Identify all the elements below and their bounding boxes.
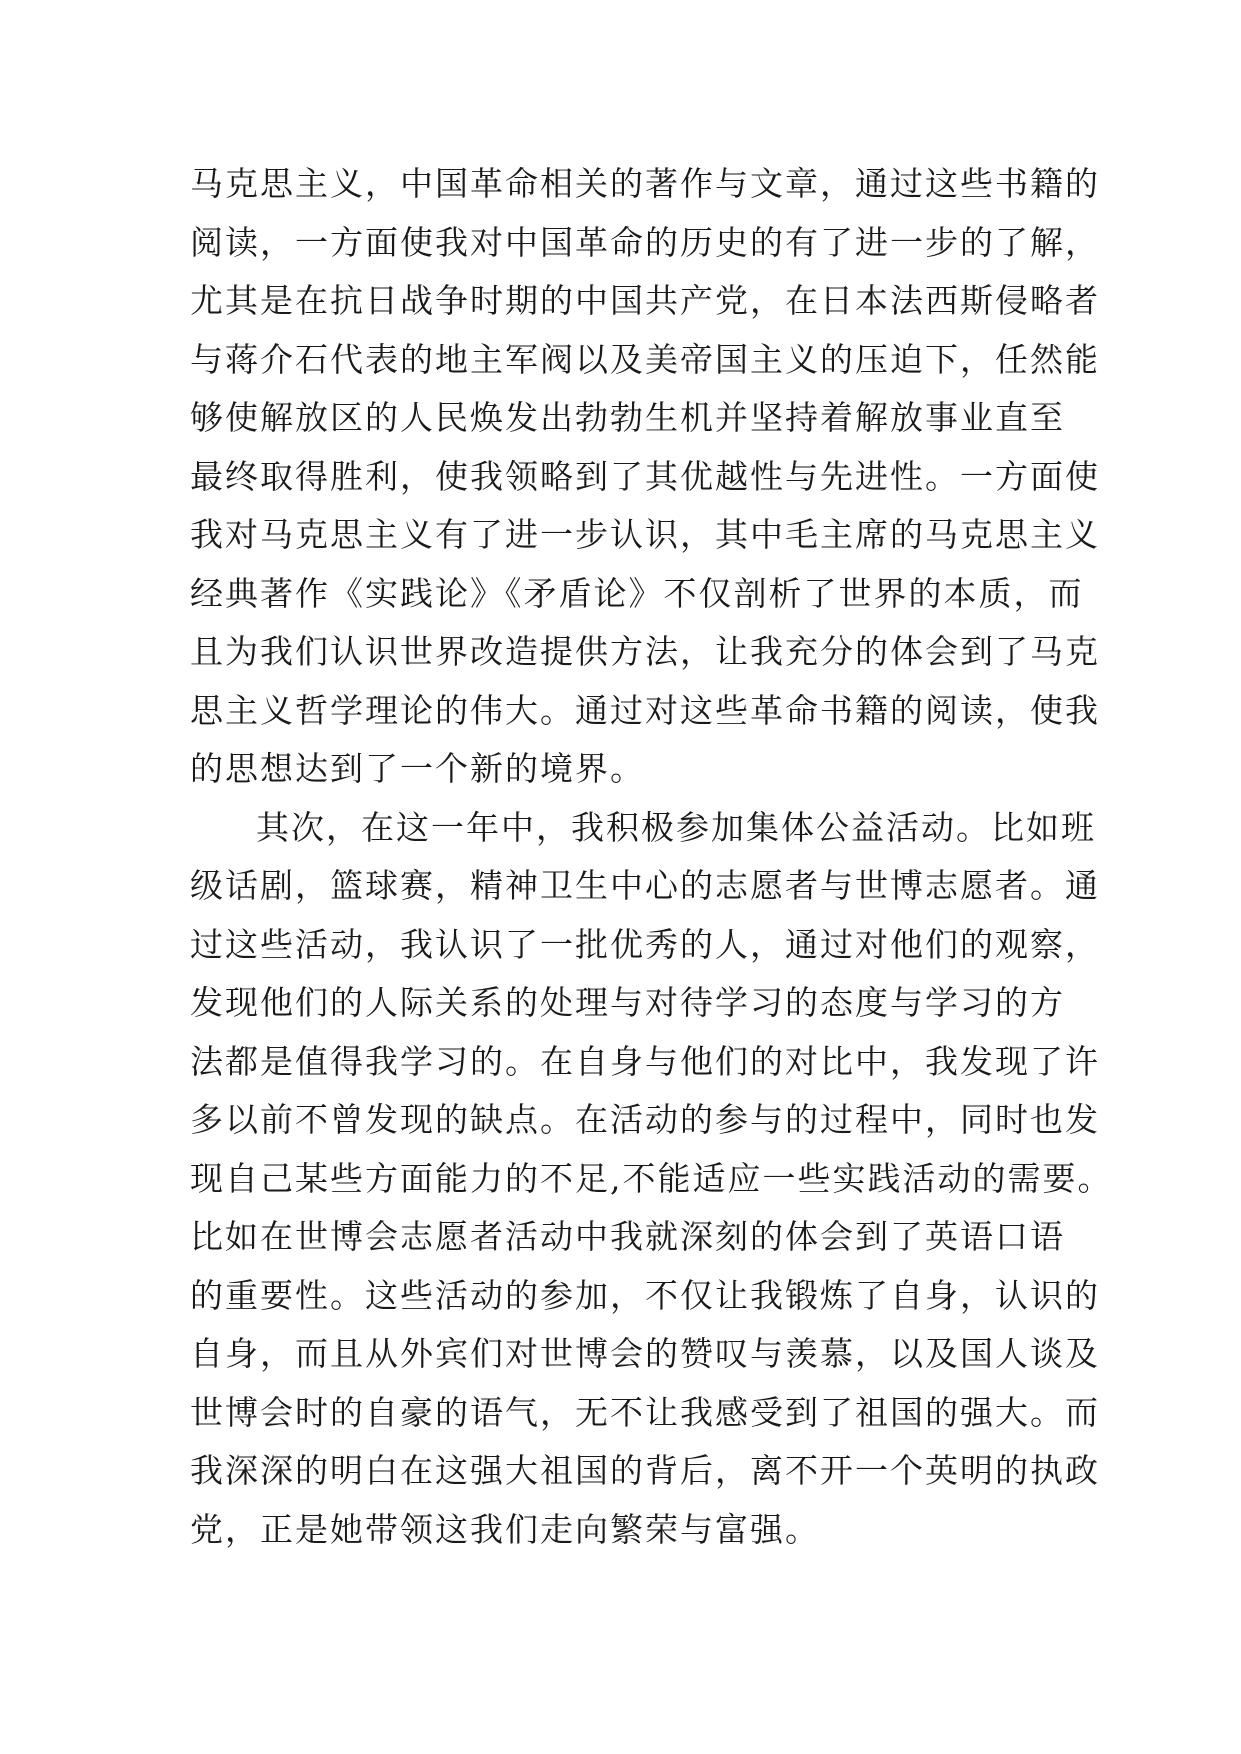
text-line: 最终取得胜利，使我领略到了其优越性与先进性。一方面使 (190, 456, 1100, 496)
text-line: 尤其是在抗日战争时期的中国共产党，在日本法西斯侵略者 (190, 281, 1100, 320)
text-line: 与蒋介石代表的地主军阀以及美帝国主义的压迫下，任然能 (190, 339, 1100, 379)
text-line: 够使解放区的人民焕发出勃勃生机并坚持着解放事业直至 (190, 398, 1065, 437)
text-line: 我对马克思主义有了进一步认识，其中毛主席的马克思主义 (190, 515, 1100, 554)
text-line: 党，正是她带领这我们走向繁荣与富强。 (190, 1509, 820, 1549)
text-line: 世博会时的自豪的语气，无不让我感受到了祖国的强大。而 (190, 1392, 1100, 1432)
text-line: 比如在世博会志愿者活动中我就深刻的体会到了英语口语 (190, 1217, 1065, 1256)
paragraph-2 (190, 799, 1113, 1560)
text-line: 发现他们的人际关系的处理与对待学习的态度与学习的方 (190, 983, 1065, 1022)
text-line: 级话剧，篮球赛，精神卫生中心的志愿者与世博志愿者。通 (190, 866, 1100, 905)
text-line: 的思想达到了一个新的境界。 (190, 749, 645, 788)
text-line: 我深深的明白在这强大祖国的背后，离不开一个英明的执政 (190, 1451, 1100, 1490)
text-line: 且为我们认识世界改造提供方法，让我充分的体会到了马克 (190, 632, 1100, 671)
paragraph-1 (190, 155, 1100, 799)
text-line: 马克思主义，中国革命相关的著作与文章，通过这些书籍的 (190, 164, 1100, 203)
text-line: 现自己某些方面能力的不足,不能适应一些实践活动的需要。 (190, 1158, 1113, 1198)
text-line: 的重要性。这些活动的参加，不仅让我锻炼了自身，认识的 (190, 1275, 1100, 1315)
text-line: 阅读，一方面使我对中国革命的历史的有了进一步的了解， (190, 222, 1100, 262)
document-body (190, 155, 1113, 1559)
text-line: 自身，而且从外宾们对世博会的赞叹与羡慕，以及国人谈及 (190, 1334, 1100, 1373)
text-line: 经典著作《实践论》《矛盾论》不仅剖析了世界的本质，而 (190, 573, 1084, 613)
text-line: 多以前不曾发现的缺点。在活动的参与的过程中，同时也发 (190, 1100, 1100, 1139)
text-line: 法都是值得我学习的。在自身与他们的对比中，我发现了许 (190, 1041, 1100, 1081)
text-line: 其次，在这一年中，我积极参加集体公益活动。比如班 (256, 807, 1096, 847)
text-line: 过这些活动，我认识了一批优秀的人，通过对他们的观察， (190, 924, 1100, 964)
text-line: 思主义哲学理论的伟大。通过对这些革命书籍的阅读，使我 (190, 690, 1100, 730)
